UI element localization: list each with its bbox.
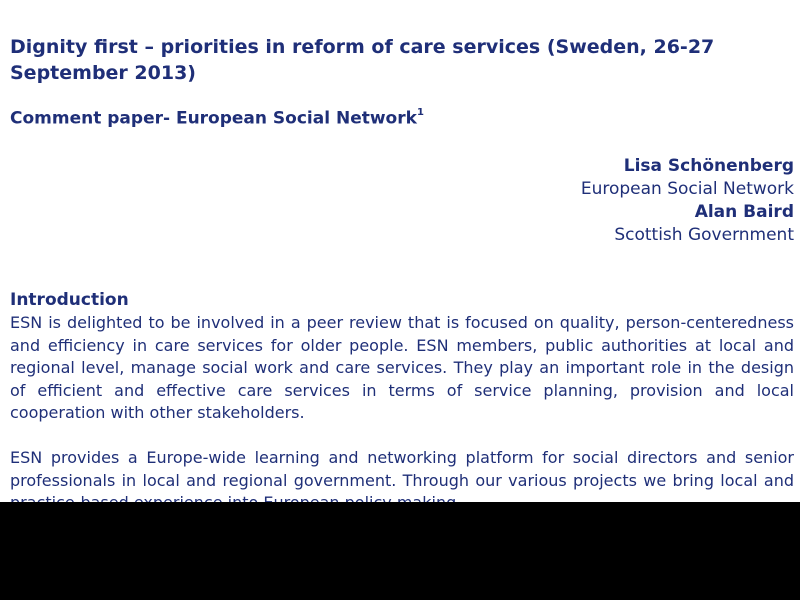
black-overlay-bar [0,502,800,600]
footnote-marker[interactable]: 1 [416,107,424,118]
section-heading-introduction: Introduction [10,290,129,310]
author-name: Alan Baird [694,202,794,222]
subtitle-text: Comment paper- European Social Network [10,108,417,129]
document-subtitle [10,104,424,130]
author-affiliation: Scottish Government [614,225,794,245]
document-title: Dignity first – priorities in reform of care services (Sweden, 26-27 September 2013) [10,36,715,84]
author-name: Lisa Schönenberg [623,156,794,176]
paragraph: ESN provides a Europe-wide learning and networking platform for social directors and senior professionals in local and regional government. Through our various projects we bring local and [10,448,794,490]
author-affiliation: European Social Network [580,179,794,199]
author-block [581,155,794,247]
paragraph: ESN is delighted to be involved in a peer review that is focused on quality, person-centeredness and efficiency in care services for older people. ESN members, public authorities at local and regional level, manage social work and care services. They play an important role in the design of efficient and effective care services in terms of service planning, provision and local cooperation with other stakeholders. [10,313,794,422]
